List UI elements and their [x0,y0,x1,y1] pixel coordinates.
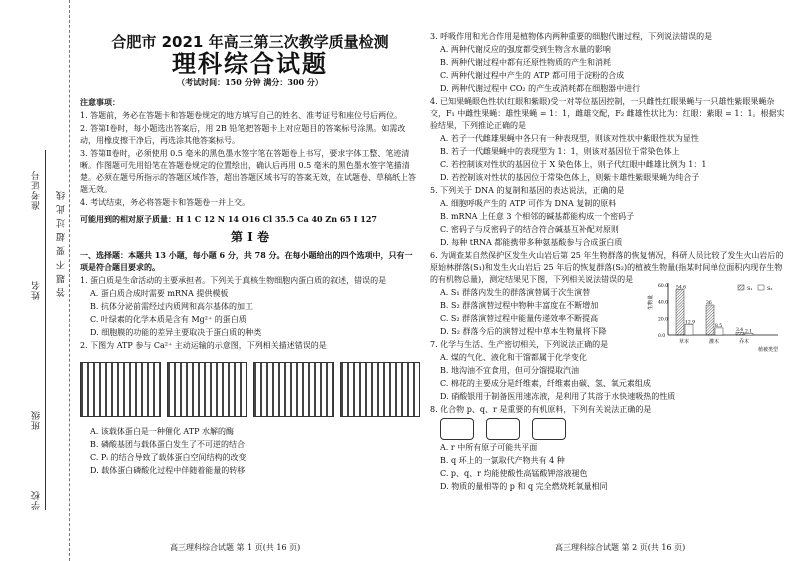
q1-option: B. 抗体分泌前需经过内质网和高尔基体的加工 [90,302,253,311]
notice-heading: 注意事项： [80,97,120,107]
y-tick-label: 40.0 [658,300,669,306]
q4-stem: 4. 已知果蝇眼色性状(红眼和紫眼)受一对等位基因控制，一只雌性红眼果蝇与一只雄性紫眼果蝇杂交，F₁ 中雌性果蝇：雄性果蝇 = 1：1，雌雄交配，F₂ 雌雄性状比为：红眼：紫眼 = 1：1。根据实验结果，下列推论正确的是 [430,97,785,130]
y-tick-label: 20.0 [658,317,669,323]
bar-value-label: 54.6 [676,285,687,291]
q3-option: D. 两种代谢过程中 CO₂ 的产生或消耗都在细胞器中进行 [440,84,641,93]
q7-option: A. 煤的气化、液化和干馏都属于化学变化 [440,353,587,362]
q5-option: B. mRNA 上任意 3 个相邻的碱基都能构成一个密码子 [440,212,635,221]
notice-item: 4. 考试结束，务必将答题卡和答题卷一并上交。 [80,198,251,207]
y-tick-label: 0.0 [658,334,666,339]
left-column [80,30,420,478]
time-score: （考试时间：150 分钟 满分：300 分） [177,77,323,87]
q1-option: C. 叶绿素的化学本质是含有 Mg²⁺ 的蛋白质 [90,315,247,324]
q8-option: C. p、q、r 均能使酸性高锰酸钾溶液褪色 [440,469,588,478]
q8-option: A. r 中所有原子可能共平面 [440,443,538,452]
q2-option: D. 载体蛋白磷酸化过程中伴随着能量的转移 [90,466,246,475]
q8-option: D. 物质的量相等的 p 和 q 完全燃烧耗氧量相同 [440,482,608,491]
q6-option: C. S₂ 群落演替过程中能量传递效率不断提高 [440,314,599,323]
biomass-chart [646,275,786,355]
main-title: 理科综合试题 [172,49,328,78]
q3-stem: 3. 呼吸作用和光合作用是植物体内两种重要的细胞代谢过程，下列说法错误的是 [430,32,713,41]
bar-s1 [706,305,714,335]
q4-option: B. 若子一代雌果蝇中的表现型为 1：1，则该对基因位于常染色体上 [440,147,680,156]
bar-value-label: 8.5 [715,323,723,329]
section-intro: 一、选择题：本题共 13 小题，每小题 6 分，共 78 分。在每小题给出的四个选项中，只有一项是符合题目要求的。 [80,250,413,272]
bar-value-label: 3.4 [736,328,744,334]
q6-stem: 6. 为调查某自然保护区发生火山岩后第 25 年生物群落的恢复情况，科研人员比较了发生火山岩后的原始林群落(S₁)和发生火山岩后 25 年后的恢复群落(S₂)的植被生物量(指某时间单位面积内现存生物的有机物总量)，测定结果见下图，下列相关说法错误的是 [430,251,784,284]
q3-option: C. 两种代谢过程中产生的 ATP 都可用于淀粉的合成 [440,71,625,80]
x-axis-label: 植被类型 [758,347,779,353]
molecule-structures [440,418,785,440]
section-title: 第 Ⅰ 卷 [231,230,269,244]
legend-s2: S₂ [767,286,773,292]
q1-stem: 1. 蛋白质是生命活动的主要承担者。下列关于真核生物细胞内蛋白质的叙述，错误的是 [80,276,387,285]
bar-value-label: 2.1 [745,329,753,335]
q4-option: D. 若控制该对性状的基因位于常染色体上，则紫卡雄性紫眼果蝇为纯合子 [440,173,700,182]
notice-item: 2. 答第Ⅰ卷时，每小题选出答案后，用 2B 铅笔把答题卡上对应题目的答案标号涂黑。如需改动，用橡皮擦干净后，再选涂其他答案标号。 [80,124,406,145]
city-title: 合肥市 2021 年高三第三次教学质量检测 [111,33,389,51]
class-label: 班级 [32,410,42,430]
q5-stem: 5. 下列关于 DNA 的复制和基因的表达说法，正确的是 [430,186,625,195]
notice-item: 3. 答第Ⅱ卷时，必须使用 0.5 毫米的黑色墨水签字笔在答题卷上书写，要求字体工整、笔迹清晰。作图题可先用铅笔在答题卷规定的位置绘出，确认后再用 0.5 毫米的黑色墨水签字笔描清楚。必须在题号所指示的答题区域作答，超出答题区域书写的答案无效，在试题卷、草稿纸上答题无效。 [80,149,416,194]
q2-option: B. 磷酸基团与载体蛋白发生了不可逆的结合 [90,440,245,449]
atp-transport-diagram [80,354,420,424]
bar-s1 [676,290,684,336]
legend-s1: S₁ [747,286,753,292]
bar-value-label: 12.9 [685,320,696,326]
notice-item: 1. 答题前，务必在答题卡和答题卷规定的地方填写自己的姓名、准考证号和座位号后两位。 [80,111,403,120]
y-tick-label: 60.0 [658,284,669,289]
q7-option: C. 棉花的主要成分是纤维素，纤维素由碳、氢、氧元素组成 [440,379,651,388]
binding-warning: 答 题 不 要 超 过 此 线 [57,190,67,298]
q-structure-icon [486,418,520,440]
q4-option: C. 若控制该对性状的基因位于 X 染色体上，则子代红眼中雌雄比例为 1：1 [440,160,707,169]
r-structure-icon [532,418,566,440]
q3-option: B. 两种代谢过程中都有还原性物质的产生和消耗 [440,58,611,67]
q5-option: D. 每种 tRNA 都能携带多种氨基酸参与合成蛋白质 [440,238,623,247]
q6-option: D. S₂ 群落今后的演替过程中草本生物量将下降 [440,327,607,336]
q5-option: A. 细胞呼吸产生的 ATP 可作为 DNA 复制的原料 [440,199,617,208]
q5-option: C. 密码子与反密码子的结合符合碱基互补配对原则 [440,225,619,234]
q4-option: A. 若子一代雌雄果蝇中各只有一种表现型，则该对性状中紫眼性状为显性 [440,134,699,143]
q3-option: A. 两种代谢反应的强度都受到生物含水量的影响 [440,45,611,54]
chart-title: 生物量 [648,294,654,310]
category-label: 乔木 [739,339,750,345]
atomic-masses: 可能用到的相对原子质量：H 1 C 12 N 14 O16 Cl 35.5 Ca 40 Zn 65 I 127 [80,214,377,224]
p-structure-icon [440,418,474,440]
bar-s2 [685,324,693,335]
q8-stem: 8. 化合物 p、q、r 是重要的有机原料，下列有关说法正确的是 [430,405,652,414]
school-label: 学校 [32,490,42,510]
binding-margin [0,0,70,561]
seat-label: 准考证号 [32,170,42,210]
footer-left: 高三理科综合试题 第 1 页(共 16 页) [170,543,301,552]
name-label: 姓名 [32,280,42,300]
q2-stem: 2. 下图为 ATP 参与 Ca²⁺ 主动运输的示意图，下列相关描述错误的是 [80,341,327,350]
q7-option: D. 硝酸银用于制备医用速冻液，是利用了其溶于水快速吸热的性质 [440,392,676,401]
bar-value-label: 36 [706,301,712,306]
binding-line [45,150,46,510]
q6-option: A. S₁ 群落内发生的群落演替属于次生演替 [440,288,591,297]
q1-option: D. 细胞膜的功能的差异主要取决于蛋白质的种类 [90,328,262,337]
right-column [430,30,785,494]
q7-option: B. 地沟油不宜食用，但可分馏提取汽油 [440,366,579,375]
q6-option: B. S₂ 群落演替过程中物种丰富度在不断增加 [440,301,599,310]
bar-s2 [715,328,723,335]
q2-option: C. Pᵢ 的结合导致了载体蛋白空间结构的改变 [90,453,247,462]
category-label: 草本 [679,339,690,345]
q7-stem: 7. 化学与生活、生产密切相关，下列说法正确的是 [430,340,609,349]
q2-option: A. 该载体蛋白是一种催化 ATP 水解的酶 [90,427,235,436]
q1-option: A. 蛋白质合成时需要 mRNA 提供模板 [90,289,229,298]
footer-right: 高三理科综合试题 第 2 页(共 16 页) [555,543,686,552]
category-label: 灌木 [709,339,720,345]
q8-option: B. q 环上的一氯取代产物共有 4 种 [440,456,565,465]
